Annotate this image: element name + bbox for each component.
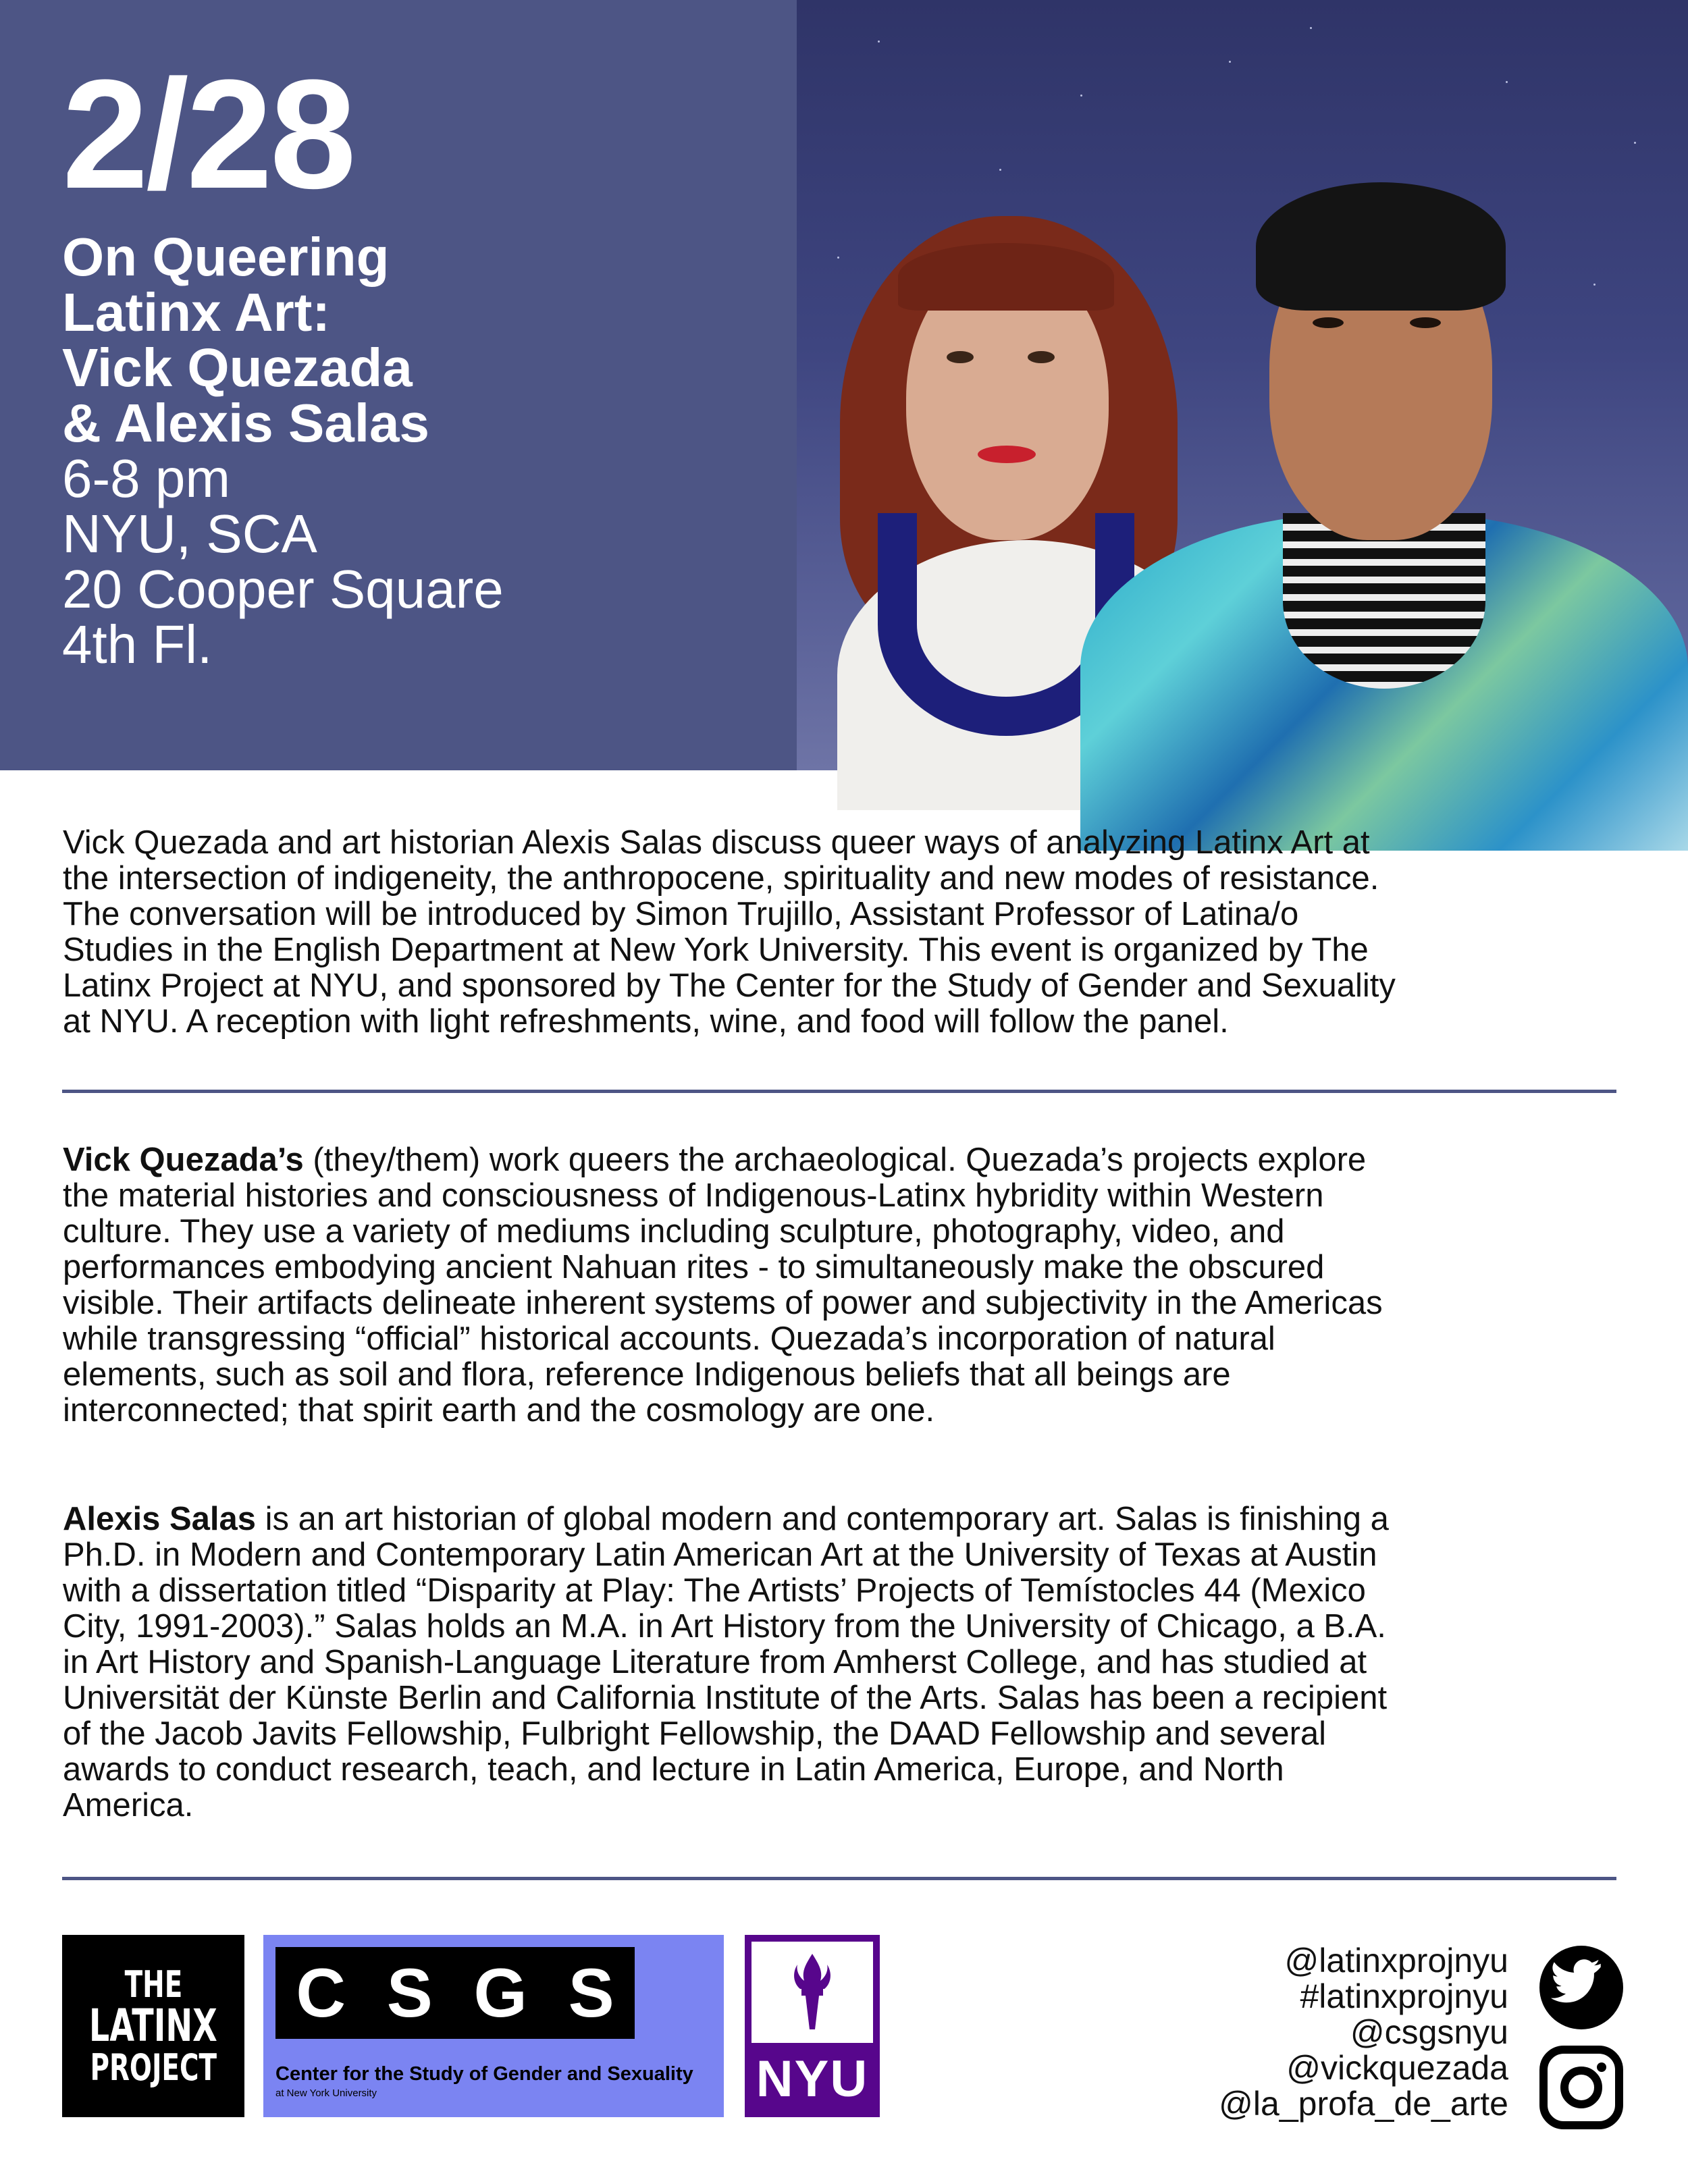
csgs-logo[interactable] — [263, 1935, 724, 2117]
csgs-letter: G — [473, 1954, 527, 2031]
latinx-project-logo[interactable] — [62, 1935, 244, 2117]
bio-quezada — [63, 1142, 1636, 1429]
event-title-line: Vick Quezada — [62, 338, 413, 398]
description-line: Latinx Project at NYU, and sponsored by The Center for the Study of Gender and Sexuality — [63, 967, 1396, 1004]
star — [1080, 95, 1082, 97]
social-handle[interactable]: @vickquezada — [1286, 2049, 1508, 2087]
bio-name: Vick Quezada’s — [63, 1142, 304, 1178]
nyu-torch-panel — [751, 1942, 873, 2043]
star — [1593, 284, 1595, 286]
event-date: 2/28 — [62, 47, 354, 221]
bio-line: City, 1991-2003).” Salas holds an M.A. in Art History from the University of Chicago, a B.A. — [63, 1608, 1386, 1645]
bio-line: in Art History and Spanish-Language Literature from Amherst College, and has studied at — [63, 1644, 1367, 1680]
header-info-panel — [0, 0, 797, 770]
nyu-logo[interactable] — [745, 1935, 880, 2117]
social-handle[interactable]: #latinxprojnyu — [1300, 1977, 1508, 2015]
event-location-line: NYU, SCA — [62, 504, 317, 564]
portrait-eye — [1028, 351, 1055, 363]
event-location-line: 4th Fl. — [62, 614, 213, 674]
portrait-hair — [898, 243, 1114, 311]
logo-text: PROJECT — [90, 2046, 217, 2089]
bio-line: the material histories and consciousness of Indigenous-Latinx hybridity within Western — [63, 1177, 1324, 1214]
star — [1506, 81, 1508, 83]
csgs-letter: S — [386, 1954, 433, 2031]
portrait-eye — [947, 351, 974, 363]
bio-name: Alexis Salas — [63, 1501, 257, 1537]
bio-text: is an art historian of global modern and contemporary art. Salas is finishing a — [256, 1501, 1389, 1537]
bio-salas — [63, 1501, 1636, 1823]
description-line: at NYU. A reception with light refreshments, wine, and food will follow the panel. — [63, 1003, 1229, 1040]
bio-text: (they/them) work queers the archaeological. Quezada’s projects explore — [303, 1142, 1367, 1178]
twitter-icon[interactable] — [1539, 1946, 1623, 2029]
bio-line: America. — [63, 1787, 194, 1823]
social-handle[interactable]: @csgsnyu — [1350, 2013, 1508, 2051]
section-divider — [62, 1877, 1616, 1880]
csgs-letter: C — [296, 1954, 346, 2031]
csgs-letter: S — [568, 1954, 614, 2031]
bio-line: of the Jacob Javits Fellowship, Fulbright Fellowship, the DAAD Fellowship and several — [63, 1715, 1327, 1752]
nyu-wordmark: NYU — [756, 2050, 869, 2108]
event-title-line: Latinx Art: — [62, 282, 331, 342]
description-line: the intersection of indigeneity, the anthropocene, spirituality and new modes of resistance. — [63, 860, 1379, 897]
description-line: Studies in the English Department at New York University. This event is organized by The — [63, 932, 1369, 968]
social-handle[interactable]: @la_profa_de_arte — [1219, 2085, 1508, 2123]
csgs-name: Center for the Study of Gender and Sexuality — [275, 2063, 693, 2085]
event-title-line: On Queering — [62, 227, 390, 287]
bio-line: interconnected; that spirit earth and the cosmology are one. — [63, 1392, 935, 1429]
portrait-eye — [1313, 317, 1344, 328]
bio-line: elements, such as soil and flora, reference Indigenous beliefs that all beings are — [63, 1356, 1231, 1393]
bio-line: while transgressing “official” historical accounts. Quezada’s incorporation of natural — [63, 1321, 1275, 1357]
bio-line: performances embodying ancient Nahuan rites - to simultaneously make the obscured — [63, 1249, 1325, 1285]
star — [1310, 27, 1312, 29]
bio-line — [63, 1142, 1636, 1178]
star — [837, 257, 839, 259]
section-divider — [62, 1090, 1616, 1093]
portrait-eye — [1410, 317, 1441, 328]
bio-line: awards to conduct research, teach, and lecture in Latin America, Europe, and North — [63, 1751, 1284, 1788]
event-time: 6-8 pm — [62, 448, 230, 508]
instagram-icon[interactable] — [1539, 2046, 1623, 2129]
star — [1229, 61, 1231, 63]
portrait-hair — [1256, 182, 1506, 311]
event-header — [0, 0, 1688, 770]
csgs-subtitle: at New York University — [275, 2087, 377, 2099]
bio-line: Universität der Künste Berlin and California Institute of the Arts. Salas has been a recipient — [63, 1680, 1388, 1716]
bio-line: culture. They use a variety of mediums including sculpture, photography, video, and — [63, 1213, 1285, 1250]
event-details — [62, 448, 504, 674]
social-handles — [1219, 1943, 1508, 2122]
bio-line: visible. Their artifacts delineate inherent systems of power and subjectivity in the Americas — [63, 1285, 1383, 1321]
event-title — [62, 227, 430, 453]
description-line: Vick Quezada and art historian Alexis Salas discuss queer ways of analyzing Latinx Art at — [63, 824, 1370, 861]
event-title-line: & Alexis Salas — [62, 393, 430, 453]
star — [999, 169, 1001, 171]
logo-text: LATINX — [89, 2000, 217, 2052]
event-description — [63, 825, 1636, 1040]
social-handle[interactable]: @latinxprojnyu — [1284, 1942, 1508, 1979]
logo-text: THE — [124, 1963, 182, 2006]
star — [1634, 142, 1636, 144]
portrait-lips — [978, 446, 1036, 463]
bio-line — [63, 1501, 1636, 1537]
bio-line: Ph.D. in Modern and Contemporary Latin American Art at the University of Texas at Austin — [63, 1537, 1377, 1573]
star — [878, 41, 880, 43]
event-location-line: 20 Cooper Square — [62, 559, 504, 619]
bio-line: with a dissertation titled “Disparity at Play: The Artists’ Projects of Temístocles 44 (Mexico — [63, 1572, 1366, 1609]
description-line: The conversation will be introduced by Simon Trujillo, Assistant Professor of Latina/o — [63, 896, 1299, 932]
csgs-letters — [275, 1947, 635, 2039]
torch-icon — [751, 1942, 873, 2043]
